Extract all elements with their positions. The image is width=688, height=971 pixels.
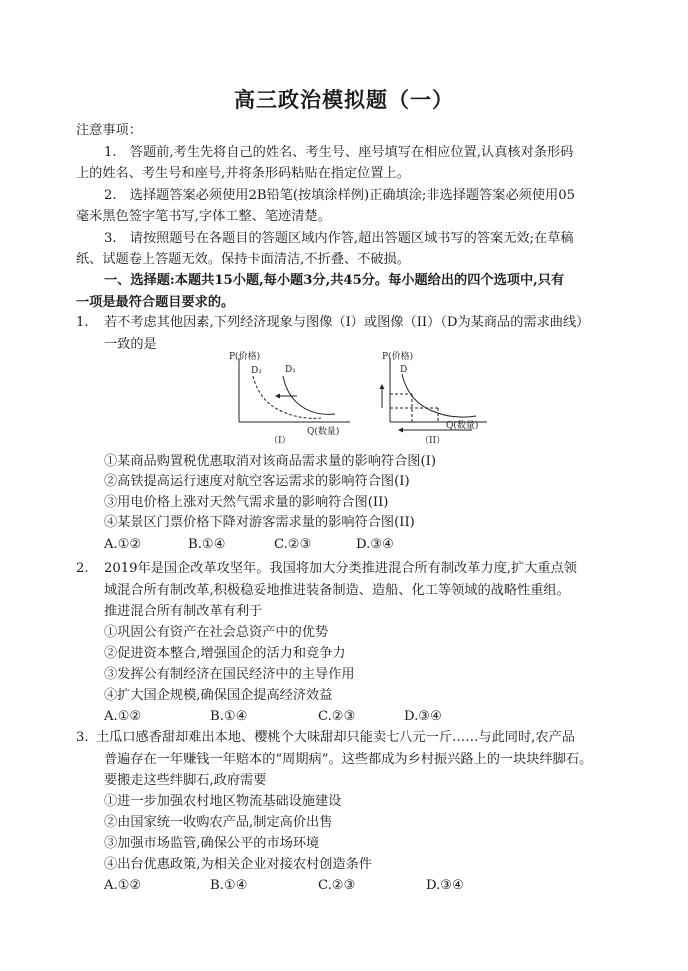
q2-item-3: ③发挥公有制经济在国民经济中的主导作用 <box>104 667 355 682</box>
q1-stem-line-1: 若不考虑其他因素,下列经济现象与图像（I）或图像（II）（D为某商品的需求曲线） <box>104 315 590 330</box>
q1-option-b[interactable]: B.①④ <box>188 537 226 552</box>
fig2-caption: （II） <box>420 436 446 446</box>
q3-option-a[interactable]: A.①② <box>104 878 142 893</box>
q3-options <box>104 875 464 897</box>
q3-item-4: ④出台优惠政策,为相关企业对接农村创造条件 <box>104 857 372 872</box>
notice-3-line-2: 纸、试题卷上答题无效。保持卡面清洁,不折叠、不破损。 <box>76 252 410 267</box>
fig2-curve-d <box>402 374 476 417</box>
q1-option-a[interactable]: A.①② <box>104 537 142 552</box>
q2-item-1: ①巩固公有资产在社会总资产中的优势 <box>104 625 329 640</box>
q1-item-1: ①某商品购置税优惠取消对该商品需求量的影响符合图(I) <box>104 454 436 469</box>
fig1-caption: （I） <box>269 436 291 446</box>
fig2-y-label: P(价格) <box>382 352 414 362</box>
fig1-curve-d2 <box>253 376 321 418</box>
notice-1-line-2: 上的姓名、考生号和座号,并将条形码粘贴在指定位置上。 <box>76 166 410 181</box>
q3-item-2: ②由国家统一收购农产品,制定高价出售 <box>104 815 333 830</box>
page-title: 高三政治模拟题（一） <box>234 87 454 112</box>
q2-option-a[interactable]: A.①② <box>104 709 142 724</box>
section-heading-line-1: 一、选择题:本题共15小题,每小题3分,共45分。每小题给出的四个选项中,只有 <box>104 273 565 288</box>
q1-options <box>104 534 394 556</box>
q1-number: 1. <box>76 315 89 330</box>
q3-item-1: ①进一步加强农村地区物流基础设施建设 <box>104 794 342 809</box>
q2-option-b[interactable]: B.①④ <box>210 709 248 724</box>
fig2-x-label: Q(数量) <box>446 421 479 431</box>
demand-curve-figure-1 <box>225 348 375 448</box>
fig1-x-label: Q(数量) <box>307 427 340 437</box>
fig2-d-label: D <box>400 365 408 375</box>
q1-stem-line-2: 一致的是 <box>104 337 157 352</box>
notice-2-line-2: 毫米黑色签字笔书写,字体工整、笔迹清楚。 <box>76 209 331 224</box>
q3-item-3: ③加强市场监管,确保公平的市场环境 <box>104 836 320 851</box>
q1-option-d[interactable]: D.③④ <box>356 537 394 552</box>
q1-item-3: ③用电价格上涨对天然气需求量的影响符合图(II) <box>104 495 389 510</box>
q2-option-d[interactable]: D.③④ <box>404 709 442 724</box>
q1-option-c[interactable]: C.②③ <box>274 537 312 552</box>
section-heading-line-2: 一项是最符合题目要求的。 <box>76 295 235 310</box>
q3-option-c[interactable]: C.②③ <box>318 878 356 893</box>
q3-option-b[interactable]: B.①④ <box>210 878 248 893</box>
notice-label: 注意事项： <box>76 123 142 138</box>
fig1-d1-label: D₁ <box>285 365 296 375</box>
q3-option-d[interactable]: D.③④ <box>426 878 464 893</box>
q3-stem-line-2: 普遍存在一年赚钱一年赔本的“周期病”。这些都成为乡村振兴路上的一块块绊脚石。 <box>104 752 593 767</box>
notice-3-line-1: 3. 请按照题号在各题目的答题区域内作答,超出答题区域书写的答案无效;在草稿 <box>104 231 574 246</box>
q2-stem-line-2: 域混合所有制改革,积极稳妥地推进装备制造、造船、化工等领域的战略性重组。 <box>104 583 570 598</box>
q3-stem-line-1: 土瓜口感香甜却难出本地、樱桃个大味甜却只能卖七八元一斤……与此同时,农产品 <box>96 730 575 745</box>
notice-2-line-1: 2. 选择题答案必须使用2B铅笔(按填涂样例)正确填涂;非选择题答案必须使用05 <box>104 188 575 203</box>
fig1-curve-d1 <box>283 376 335 414</box>
fig1-y-label: P(价格) <box>229 352 261 362</box>
demand-curve-figure-2 <box>372 348 502 448</box>
q2-options <box>104 706 442 728</box>
notice-1-line-1: 1. 答题前,考生先将自己的姓名、考生号、座号填写在相应位置,认真核对条形码 <box>104 145 574 160</box>
q2-item-2: ②促进资本整合,增强国企的活力和竞争力 <box>104 646 346 661</box>
q2-number: 2. <box>76 561 89 576</box>
q2-item-4: ④扩大国企规模,确保国企提高经济效益 <box>104 688 333 703</box>
q1-item-2: ②高铁提高运行速度对航空客运需求的影响符合图(I) <box>104 474 410 489</box>
fig1-d2-label: D₂ <box>251 366 262 376</box>
q1-item-4: ④某景区门票价格下降对游客需求量的影响符合图(II) <box>104 515 415 530</box>
q2-option-c[interactable]: C.②③ <box>318 709 356 724</box>
q3-number: 3. <box>76 730 89 745</box>
q2-stem-line-3: 推进混合所有制改革有利于 <box>104 604 263 619</box>
q3-stem-line-3: 要搬走这些绊脚石,政府需要 <box>104 773 267 788</box>
q2-stem-line-1: 2019年是国企改革攻坚年。我国将加大分类推进混合所有制改革力度,扩大重点领 <box>104 561 577 576</box>
